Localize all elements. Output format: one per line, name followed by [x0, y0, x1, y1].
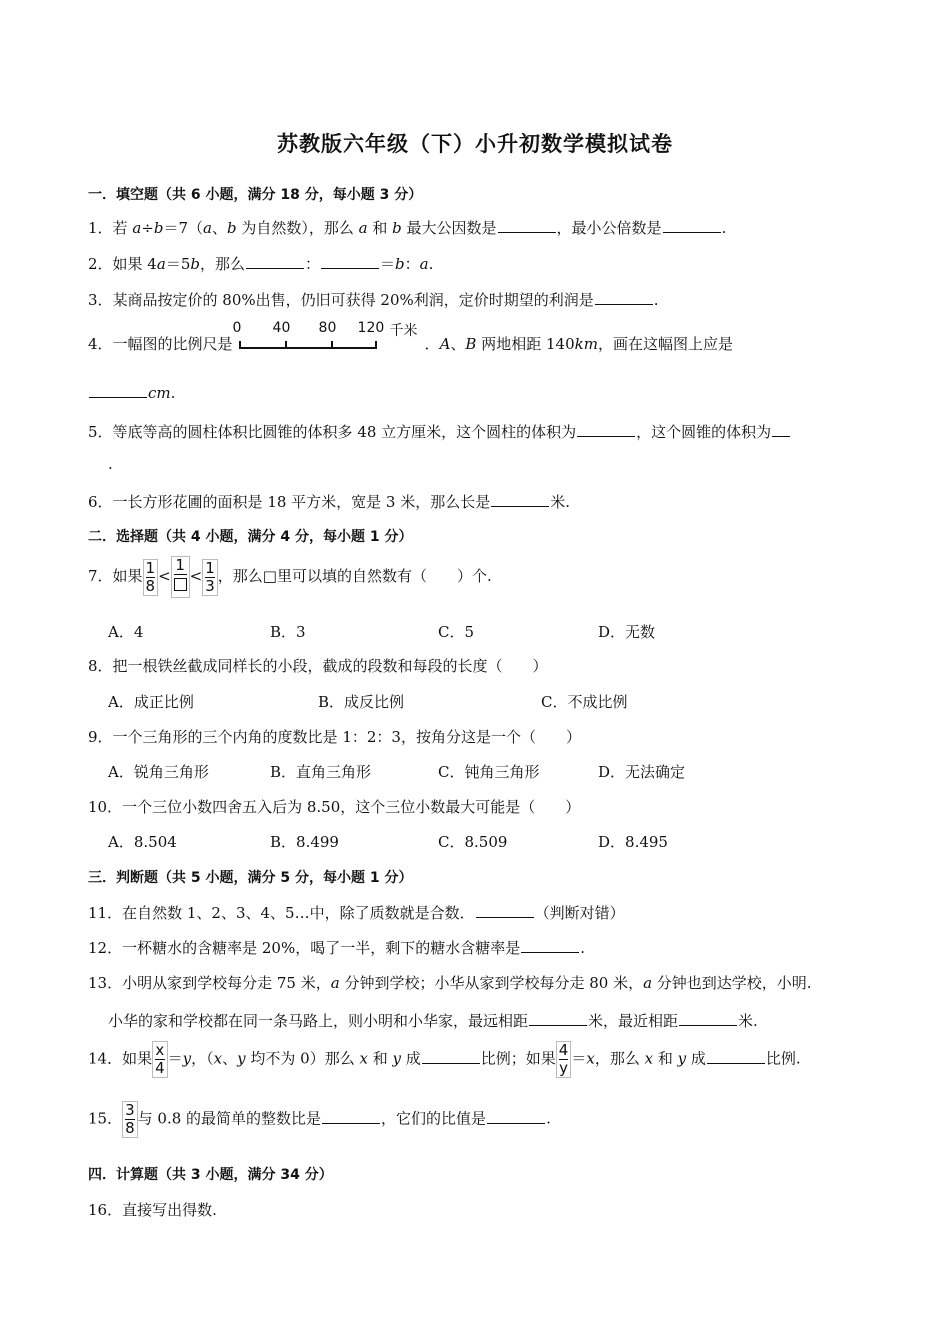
- answer-blank[interactable]: [521, 938, 579, 953]
- section-heading-fill-blank: 一．填空题（共 6 小题，满分 18 分，每小题 3 分）: [88, 187, 423, 203]
- section-heading-calculation: 四．计算题（共 3 小题，满分 34 分）: [88, 1167, 333, 1183]
- option-a[interactable]: A．8.504: [108, 833, 177, 851]
- page-title: 苏教版六年级（下）小升初数学模拟试卷: [277, 132, 673, 156]
- question-14: 14．如果 $\frac{x}{4}$ ＝y，（x、y 均不为 0）那么 x 和 y 成 比例；如果 $\frac{4}{y}$ ＝x，那么 x 和 y 成 比例.: [88, 1041, 801, 1077]
- fraction: $\frac{4}{y}$: [556, 1041, 572, 1078]
- question-12: 12．一杯糖水的含糖率是 20%，喝了一半，剩下的糖水含糖率是 .: [88, 939, 585, 957]
- question-9: 9．一个三角形的三个内角的度数比是 1：2：3，按角分这是一个（ ）: [88, 728, 581, 746]
- question-13-continued: 小华的家和学校都在同一条马路上，则小明和小华家，最远相距 米，最近相距 米.: [108, 1012, 758, 1030]
- scale-label: 80: [318, 320, 337, 336]
- answer-blank[interactable]: [577, 422, 635, 437]
- fraction: $\frac{x}{4}$: [152, 1041, 168, 1078]
- option-b[interactable]: B．成反比例: [318, 693, 405, 711]
- question-1: 1．若 a÷b＝7（a、b 为自然数），那么 a 和 b 最大公因数是 ，最小公倍数是 .: [88, 219, 727, 237]
- option-d[interactable]: D．8.495: [598, 833, 668, 851]
- answer-blank[interactable]: [487, 1109, 545, 1124]
- option-c[interactable]: C．钝角三角形: [438, 763, 540, 781]
- answer-blank[interactable]: [476, 903, 534, 918]
- question-7: 7．如果 $\frac{1}{8}$ < 1 < $\frac{1}{3}$ ，那么□里可以填的自然数有（ ）个.: [88, 556, 492, 598]
- scale-label: 0: [232, 320, 242, 336]
- fraction-with-box: 1: [171, 556, 190, 598]
- answer-blank[interactable]: [498, 218, 556, 233]
- question-16: 16．直接写出得数.: [88, 1201, 217, 1219]
- question-15: 15． $\frac{3}{8}$ 与 0.8 的最简单的整数比是 ，它们的比值是 .: [88, 1101, 551, 1137]
- question-11: 11．在自然数 1、2、3、4、5…中，除了质数就是合数． （判断对错）: [88, 904, 625, 922]
- question-4: 4．一幅图的比例尺是 0 40 80 120 千米 ．A、B 两地相距 140km，画在这幅图上应是: [88, 320, 733, 353]
- scale-label: 千米: [389, 323, 418, 339]
- option-b[interactable]: B．8.499: [270, 833, 339, 851]
- scale-bar: [233, 320, 425, 354]
- section-heading-choice: 二．选择题（共 4 小题，满分 4 分，每小题 1 分）: [88, 529, 413, 545]
- answer-blank[interactable]: [663, 218, 721, 233]
- answer-blank[interactable]: [246, 254, 304, 269]
- empty-box-icon: [174, 578, 187, 591]
- question-5: 5．等底等高的圆柱体积比圆锥的体积多 48 立方厘米，这个圆柱的体积为 ，这个圆锥的体积为: [88, 421, 791, 442]
- answer-blank[interactable]: [89, 383, 147, 398]
- question-6: 6．一长方形花圃的面积是 18 平方米，宽是 3 米，那么长是 米.: [88, 493, 571, 511]
- scale-label: 120: [357, 320, 385, 336]
- option-c[interactable]: C．不成比例: [541, 693, 628, 711]
- answer-blank[interactable]: [707, 1049, 765, 1064]
- option-a[interactable]: A．成正比例: [108, 693, 194, 711]
- scale-label: 40: [272, 320, 291, 336]
- question-2: 2．如果 4a＝5b，那么 ： ＝b：a.: [88, 255, 434, 273]
- answer-blank[interactable]: [321, 254, 379, 269]
- answer-blank[interactable]: [529, 1011, 587, 1026]
- option-d[interactable]: D．无数: [598, 623, 656, 641]
- option-b[interactable]: B．3: [270, 623, 306, 641]
- question-3: 3．某商品按定价的 80%出售，仍旧可获得 20%利润，定价时期望的利润是 .: [88, 291, 659, 309]
- answer-blank[interactable]: [772, 422, 790, 437]
- question-5-continued: .: [108, 455, 113, 473]
- option-c[interactable]: C．5: [438, 623, 475, 641]
- option-d[interactable]: D．无法确定: [598, 763, 686, 781]
- option-a[interactable]: A．锐角三角形: [108, 763, 209, 781]
- fraction: $\frac{1}{3}$: [202, 559, 218, 596]
- question-10: 10．一个三位小数四舍五入后为 8.50，这个三位小数最大可能是（ ）: [88, 798, 581, 816]
- answer-blank[interactable]: [322, 1109, 380, 1124]
- fraction: $\frac{3}{8}$: [122, 1101, 138, 1138]
- answer-blank[interactable]: [679, 1011, 737, 1026]
- answer-blank[interactable]: [491, 492, 549, 507]
- question-13: 13．小明从家到学校每分走 75 米，a 分钟到学校；小华从家到学校每分走 80 米，a 分钟也到达学校，小明.: [88, 974, 812, 992]
- option-c[interactable]: C．8.509: [438, 833, 508, 851]
- fraction: $\frac{1}{8}$: [143, 559, 159, 596]
- answer-blank[interactable]: [422, 1049, 480, 1064]
- section-heading-true-false: 三．判断题（共 5 小题，满分 5 分，每小题 1 分）: [88, 870, 413, 886]
- question-8: 8．把一根铁丝截成同样长的小段，截成的段数和每段的长度（ ）: [88, 657, 548, 675]
- option-a[interactable]: A．4: [108, 623, 144, 641]
- answer-blank[interactable]: [595, 290, 653, 305]
- question-4-continued: cm.: [88, 383, 175, 402]
- option-b[interactable]: B．直角三角形: [270, 763, 372, 781]
